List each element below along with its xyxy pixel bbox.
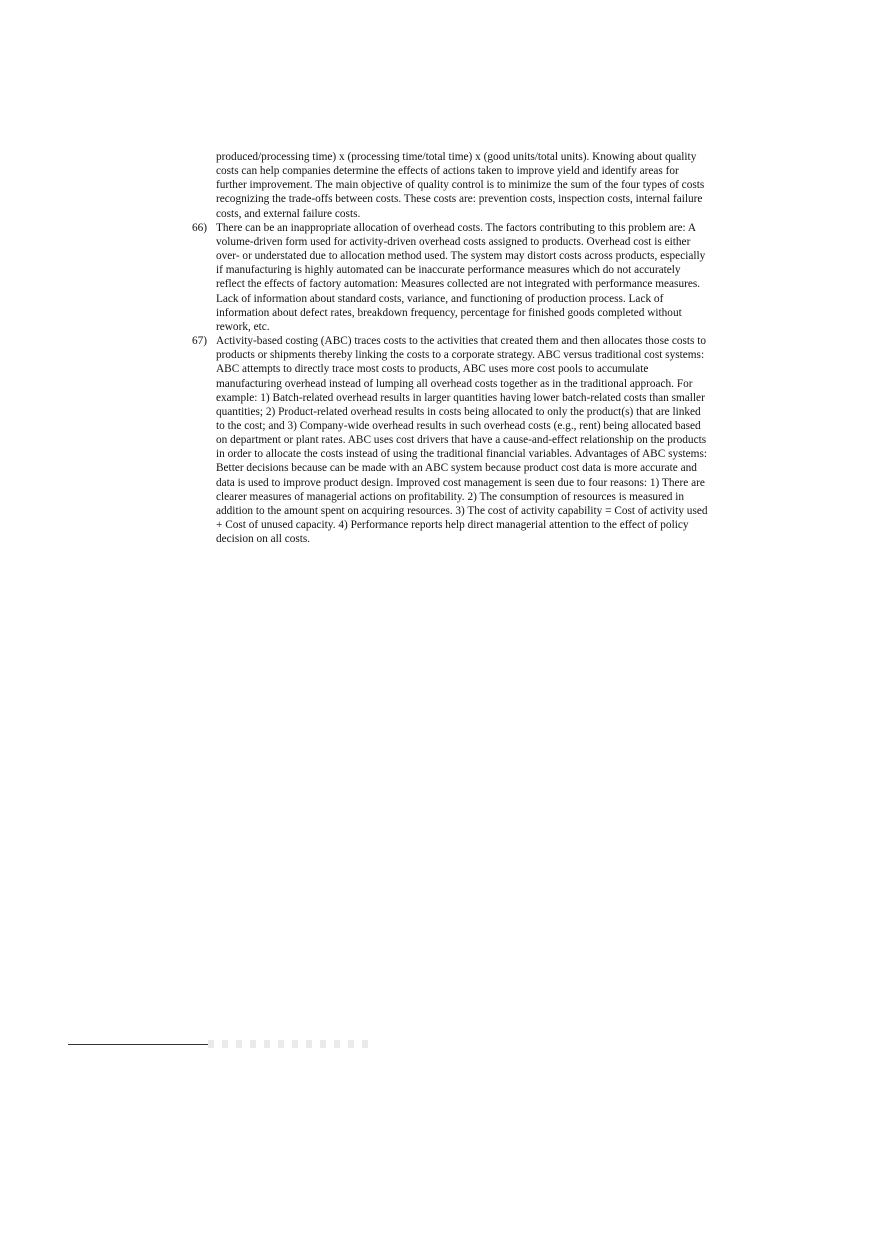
item-text: Activity-based costing (ABC) traces costs to the activities that created them and then allocates those costs to products or shipments thereby linking the costs to a corporate strategy. ABC versus traditional cost systems: ABC attempts to directly trace most costs to products, ABC uses more cost pools to accumulate manufacturing overhead instead of lumping all overhead costs together as in the traditional approach. For example: 1) Batch-related overhead results in larger quantities having lower batch-related costs than smaller quantities; 2) Product-related overhead results in costs being allocated to only the product(s) that are linked to the cost; and 3) Company-wide overhead results in such overhead costs (e.g., rent) being allocated based on department or plant rates. ABC uses cost drivers that have a cause-and-effect relationship on the products in order to allocate the costs instead of using the traditional financial variables. Advantages of ABC systems: Better decisions because can be made with an ABC system because product cost data is more accurate and data is used to improve product design. Improved cost management is seen due to four reasons: 1) There are clearer measures of managerial actions on profitability. 2) The consumption of resources is measured in addition to the amount spent on acquiring resources. 3) The cost of activity capability = Cost of activity used + Cost of unused capacity. 4) Performance reports help direct managerial attention to the effect of policy decision on all costs. [216, 335, 708, 546]
document-body [192, 150, 712, 546]
list-item-66 [192, 221, 712, 334]
item-number: 66) [192, 221, 208, 234]
list-item-67 [192, 334, 712, 546]
faded-footer-artifact [208, 1040, 368, 1048]
continued-paragraph: produced/processing time) x (processing time/total time) x (good units/total units). Knowing about quality costs can help companies determine the effects of actions taken to improve yield and identify areas for further improvement. The main objective of quality control is to minimize the sum of the four types of costs recognizing the trade-offs between costs. These costs are: prevention costs, inspection costs, internal failure costs, and external failure costs. [216, 151, 705, 220]
item-number: 67) [192, 335, 208, 348]
item-text: There can be an inappropriate allocation of overhead costs. The factors contributing to this problem are: A volume-driven form used for activity-driven overhead costs assigned to products. Overhead cost is either over- or understated due to allocation method used. The system may distort costs across products, especially if manufacturing is highly automated can be inaccurate performance measures which do not accurately reflect the effects of factory automation: Measures collected are not integrated with performance measures. Lack of information about standard costs, variance, and functioning of production process. Lack of information about defect rates, breakdown frequency, percentage for finished goods completed without rework, etc. [216, 221, 706, 333]
footnote-divider [68, 1044, 208, 1045]
